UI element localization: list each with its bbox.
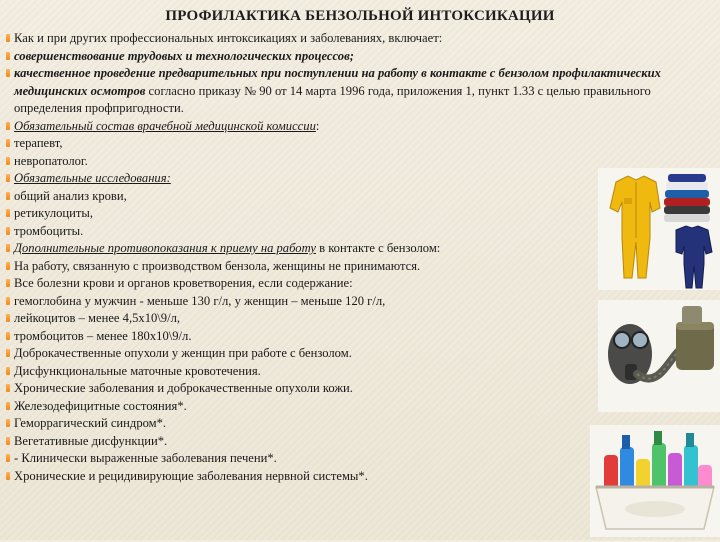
list-item-text-emphasis: качественное проведение предварительных при поступлении на работу в контакте с бензолом профилактических медицинских осмотров: [14, 66, 661, 98]
list-item-text: Геморрагический синдром*.: [14, 416, 167, 430]
list-item-text: Железодефицитные состояния*.: [14, 398, 187, 413]
list-item-text: Хронические и рецидивирующие заболевания нервной системы*.: [14, 468, 368, 483]
bullet-icon: [6, 314, 10, 322]
list-item-text: Как и при других профессиональных интоксикациях и заболеваниях, включает:: [14, 31, 443, 45]
list-item-text: ретикулоциты,: [14, 206, 93, 220]
list-item-heading: Обязательный состав врачебной медицинской комиссии: [14, 118, 316, 133]
bullet-icon: [6, 227, 10, 235]
list-item-text: :: [315, 118, 320, 133]
list-item: [6, 135, 718, 153]
list-item-text: На работу, связанную с производством бензола, женщины не принимаются.: [14, 258, 421, 273]
bullet-icon: [6, 192, 10, 200]
list-item-text: невропатолог.: [14, 153, 88, 168]
protective-clothing-icon: [598, 168, 720, 290]
list-item-text: - Клинически выраженные заболевания печени*.: [14, 451, 277, 465]
gas-mask-icon: [598, 300, 720, 412]
list-item-text: совершенствование трудовых и технологических процессов;: [14, 48, 354, 63]
list-item-text: тромбоцитов – менее 180х10\9/л.: [14, 328, 192, 343]
bullet-icon: [6, 384, 10, 392]
bullet-icon: [6, 332, 10, 340]
bullet-icon: [6, 419, 10, 427]
bullet-icon: [6, 454, 10, 462]
list-item: [6, 48, 718, 66]
bullet-icon: [6, 122, 10, 130]
list-item-text: Хронические заболевания и доброкачественные опухоли кожи.: [14, 381, 353, 395]
list-item-text: Доброкачественные опухоли у женщин при работе с бензолом.: [14, 346, 352, 360]
list-item-heading: Дополнительные противопоказания к приему на работу: [14, 241, 316, 255]
bullet-icon: [6, 209, 10, 217]
list-item: [6, 118, 718, 136]
list-item-text: согласно приказу № 90 от 14 марта 1996 года, приложения 1, пункт 1.33 с целью правильного определения профпригодности.: [14, 83, 651, 115]
bullet-icon: [6, 69, 10, 77]
bullet-icon: [6, 52, 10, 60]
cleaning-chemicals-icon: [590, 425, 720, 537]
list-item-text: Все болезни крови и органов кроветворения, если содержание:: [14, 276, 353, 290]
bullet-icon: [6, 402, 10, 410]
bullet-icon: [6, 157, 10, 165]
bullet-icon: [6, 279, 10, 287]
slide-title: ПРОФИЛАКТИКА БЕНЗОЛЬНОЙ ИНТОКСИКАЦИИ: [165, 8, 555, 24]
list-item-text: общий анализ крови,: [14, 188, 127, 203]
list-item-text: тромбоциты.: [14, 223, 84, 238]
list-item-heading: Обязательные исследования:: [14, 171, 171, 185]
bullet-icon: [6, 472, 10, 480]
bullet-icon: [6, 349, 10, 357]
list-item: [6, 65, 718, 118]
list-item-text: лейкоцитов – менее 4,5х10\9/л,: [14, 311, 181, 325]
list-item-text: в контакте с бензолом:: [315, 241, 441, 255]
list-item: [6, 30, 718, 48]
list-item-text: Дисфункциональные маточные кровотечения.: [14, 363, 261, 378]
bullet-icon: [6, 244, 10, 252]
bullet-icon: [6, 139, 10, 147]
list-item-text: гемоглобина у мужчин - меньше 130 г/л, у женщин – меньше 120 г/л,: [14, 293, 386, 308]
list-item-text: терапевт,: [14, 136, 63, 150]
bullet-icon: [6, 34, 10, 42]
bullet-icon: [6, 437, 10, 445]
bullet-icon: [6, 367, 10, 375]
bullet-icon: [6, 174, 10, 182]
bullet-icon: [6, 297, 10, 305]
bullet-icon: [6, 262, 10, 270]
list-item-text: Вегетативные дисфункции*.: [14, 433, 168, 448]
